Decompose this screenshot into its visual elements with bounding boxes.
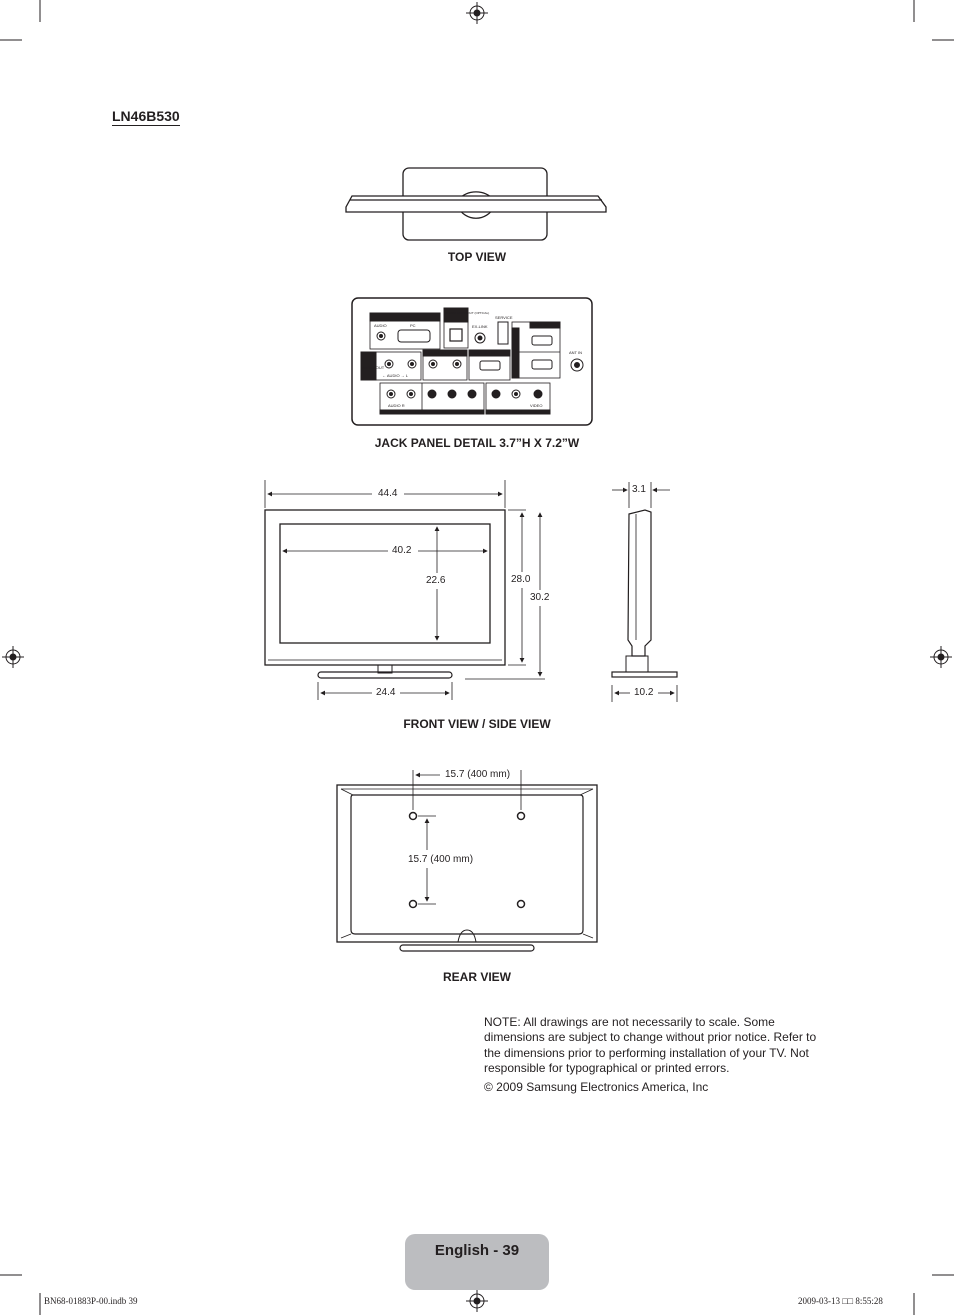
jack-label-audio: AUDIO	[374, 323, 387, 328]
page-number: English - 39	[434, 1242, 520, 1259]
top-view-drawing	[346, 168, 606, 240]
dim-screen-width: 40.2	[392, 545, 412, 556]
jack-label-digital-audio-out: DIGITAL AUDIO OUT (OPTICAL)	[445, 311, 490, 315]
note-text: NOTE: All drawings are not necessarily to scale. Some dimensions are subject to change without prior notice. Refer to the dimensions prior to performing installation of your TV. Not responsible for typographical or printed errors.	[484, 1015, 817, 1076]
dim-stand-width: 24.4	[376, 687, 396, 698]
jack-label-dvi-audio-in: DVI AUDIO IN	[426, 350, 452, 355]
jack-label-ant-in: ANT IN	[569, 350, 583, 355]
jack-label-pc-in: PC IN	[400, 314, 411, 319]
model-heading: LN46B530	[112, 108, 180, 124]
dim-depth-no-stand: 3.1	[632, 484, 646, 495]
dim-screen-height: 22.6	[426, 575, 446, 586]
note-block	[484, 1015, 829, 1098]
side-view-dimension-lines	[612, 482, 677, 702]
dim-vesa-horizontal: 15.7 (400 mm)	[445, 769, 511, 780]
jack-label-hdmi-dvi-in: HDMI/DVI IN	[472, 350, 496, 355]
dim-vesa-vertical: 15.7 (400 mm)	[408, 854, 474, 865]
jack-label-audio-out: AUDIO OUT	[362, 365, 385, 370]
jack-label-av-in: AV IN	[512, 409, 523, 414]
footer-file-info: BN68-01883P-00.indb 39	[44, 1296, 138, 1306]
caption-front-side-view: FRONT VIEW / SIDE VIEW	[403, 717, 551, 731]
caption-jack-panel: JACK PANEL DETAIL 3.7”H X 7.2”W	[374, 436, 580, 450]
dim-height-with-stand: 30.2	[530, 592, 550, 603]
dim-height-no-stand: 28.0	[511, 574, 531, 585]
caption-rear-view: REAR VIEW	[442, 970, 511, 984]
registration-mark-top	[466, 2, 488, 24]
footer-timestamp: 2009-03-13 □□ 8:55:28	[798, 1296, 883, 1306]
rear-view-dimension-lines	[413, 770, 521, 904]
registration-mark-bottom	[466, 1290, 488, 1312]
front-view-drawing	[265, 510, 505, 678]
jack-label-ex-link: EX-LINK	[472, 324, 488, 329]
dim-stand-depth: 10.2	[634, 687, 654, 698]
caption-top-view: TOP VIEW	[447, 250, 507, 264]
registration-mark-left	[2, 646, 24, 668]
side-view-drawing	[612, 510, 677, 677]
jack-label-hdmi-in: HDMI IN	[532, 322, 548, 327]
copyright-text: © 2009 Samsung Electronics America, Inc	[484, 1079, 709, 1094]
front-view-dimension-lines	[265, 480, 545, 700]
jack-label-service: SERVICE	[495, 315, 513, 320]
jack-label-component-in: COMPONENT IN	[415, 409, 447, 414]
registration-mark-right	[930, 646, 952, 668]
jack-label-audio-l: ← AUDIO → L	[382, 373, 409, 378]
jack-label-pc: PC	[410, 323, 416, 328]
jack-label-video: VIDEO	[530, 403, 543, 408]
rear-view-drawing	[337, 785, 597, 951]
jack-label-audio-r: AUDIO R	[388, 403, 405, 408]
dim-width-overall: 44.4	[378, 488, 398, 499]
